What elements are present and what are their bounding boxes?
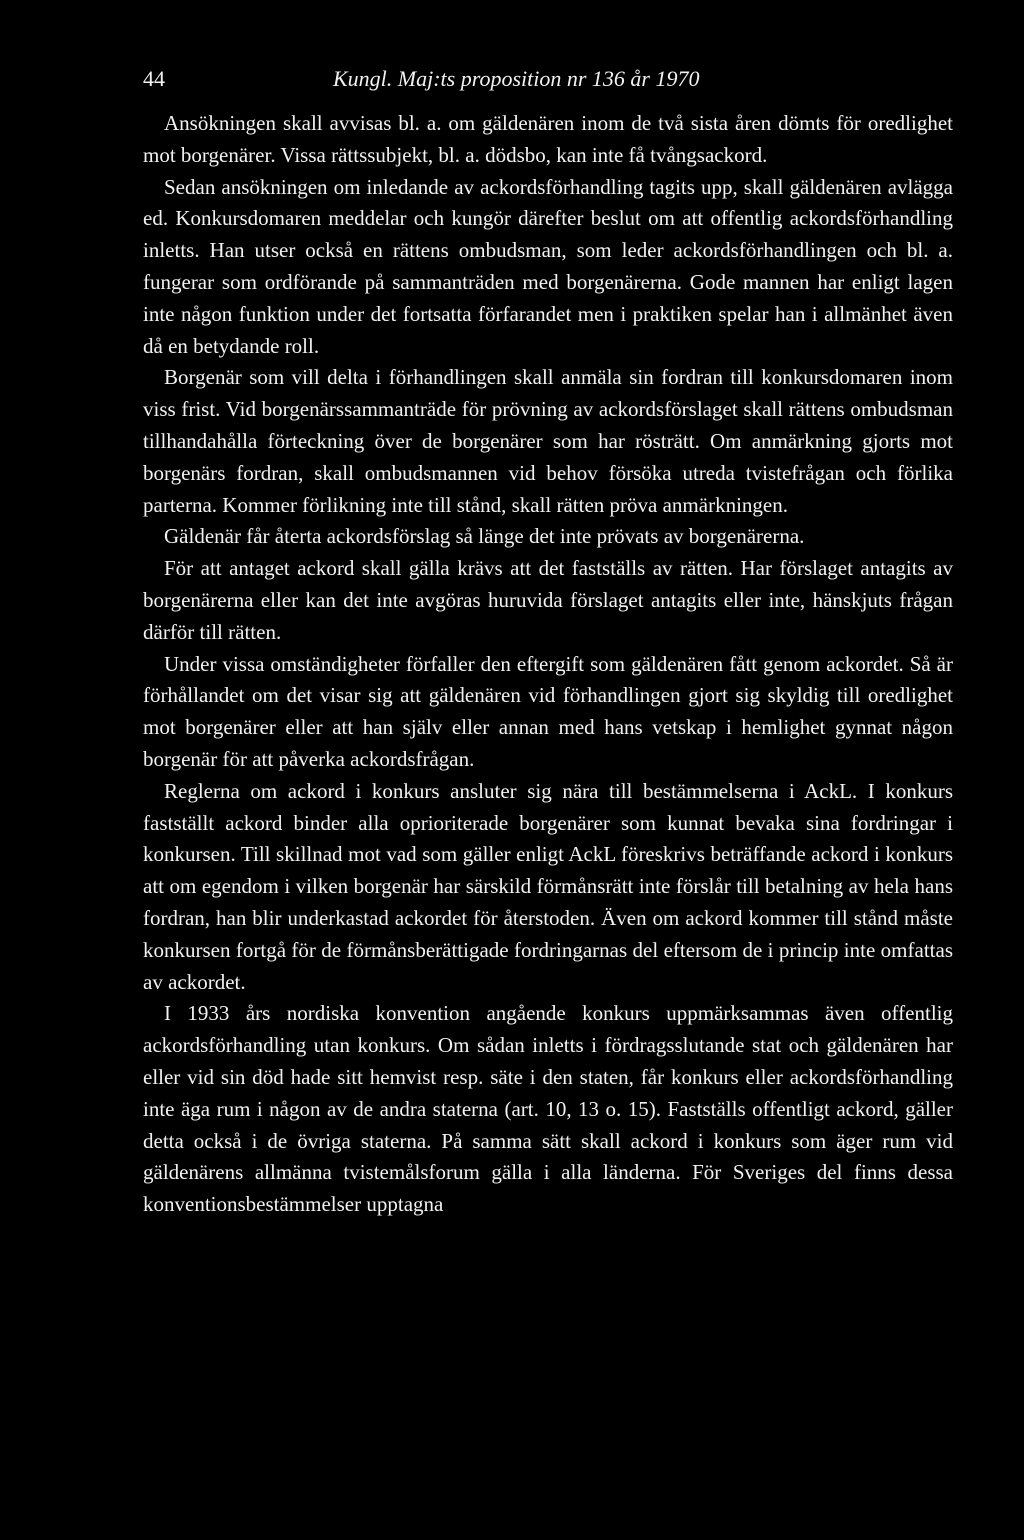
page-number: 44: [143, 66, 165, 91]
paragraph: Under vissa omständigheter förfaller den eftergift som gäldenären fått genom ackordet. Så är förhållandet om det visar sig att gäldenären vid förhandlingen gjort sig skyldig till oredlighet mot borgenärer eller att han själv eller annan med hans vetskap i hemlighet gynnat någon borgenär för att påverka ackordsfrågan.: [143, 651, 953, 771]
body-text: [143, 108, 953, 1221]
paragraph: Sedan ansökningen om inledande av ackordsförhandling tagits upp, skall gäldenären avlägga ed. Konkursdomaren meddelar och kungör därefter beslut om att offentlig ackordsförhandling inletts. Han utser också en rättens ombudsman, som leder ackordsförhandlingen och bl. a. fungerar som ordförande på sammanträden med borgenärerna. Gode mannen har enligt lagen inte någon funktion under det fortsatta förfarandet men i praktiken spelar han i allmänhet även då en betydande roll.: [143, 174, 953, 358]
paragraph: Ansökningen skall avvisas bl. a. om gäldenären inom de två sista åren dömts för oredlighet mot borgenärer. Vissa rättssubjekt, bl. a. dödsbo, kan inte få tvångsackord.: [143, 111, 953, 167]
paragraph: För att antaget ackord skall gälla krävs att det fastställs av rätten. Har förslaget antagits av borgenärerna eller kan det inte avgöras huruvida förslaget antagits eller inte, hänskjuts frågan därför till rätten.: [143, 556, 953, 644]
paragraph: Borgenär som vill delta i förhandlingen skall anmäla sin fordran till konkursdomaren inom viss frist. Vid borgenärssammanträde för prövning av ackordsförslaget skall rättens ombudsman tillhandahålla förteckning över de borgenärer som har rösträtt. Om anmärkning gjorts mot borgenärs fordran, skall ombudsmannen vid behov försöka utreda tvistefrågan och förlika parterna. Kommer förlikning inte till stånd, skall rätten pröva anmärkningen.: [143, 365, 953, 517]
paragraph: Gäldenär får återta ackordsförslag så länge det inte prövats av borgenärerna.: [164, 524, 805, 549]
running-title: Kungl. Maj:ts proposition nr 136 år 1970: [333, 66, 700, 91]
document-page: [143, 66, 953, 1221]
page-header: [143, 66, 953, 102]
paragraph: I 1933 års nordiska konvention angående konkurs uppmärksammas även offentlig ackordsförhandling utan konkurs. Om sådan inletts i fördragsslutande stat och gäldenären har eller vid sin död hade sitt hemvist resp. säte i den staten, får konkurs eller ackordsförhandling inte äga rum i någon av de andra staterna (art. 10, 13 o. 15). Fastställs offentligt ackord, gäller detta också i de övriga staterna. På samma sätt skall ackord i konkurs som äger rum vid gäldenärens allmänna tvistemålsforum gälla i alla länderna. För Sveriges del finns dessa konventionsbestämmelser upptagna: [143, 1001, 953, 1217]
paragraph: Reglerna om ackord i konkurs ansluter sig nära till bestämmelserna i AckL. I konkurs fastställt ackord binder alla oprioriterade borgenärer som kunnat bevaka sina fordringar i konkursen. Till skillnad mot vad som gäller enligt AckL föreskrivs beträffande ackord i konkurs att om egendom i vilken borgenär har särskild förmånsrätt inte förslår till betalning av hela hans fordran, han blir underkastad ackordet för återstoden. Även om ackord kommer till stånd måste konkursen fortgå för de förmånsberättigade fordringarnas del eftersom de i princip inte omfattas av ackordet.: [143, 778, 953, 994]
